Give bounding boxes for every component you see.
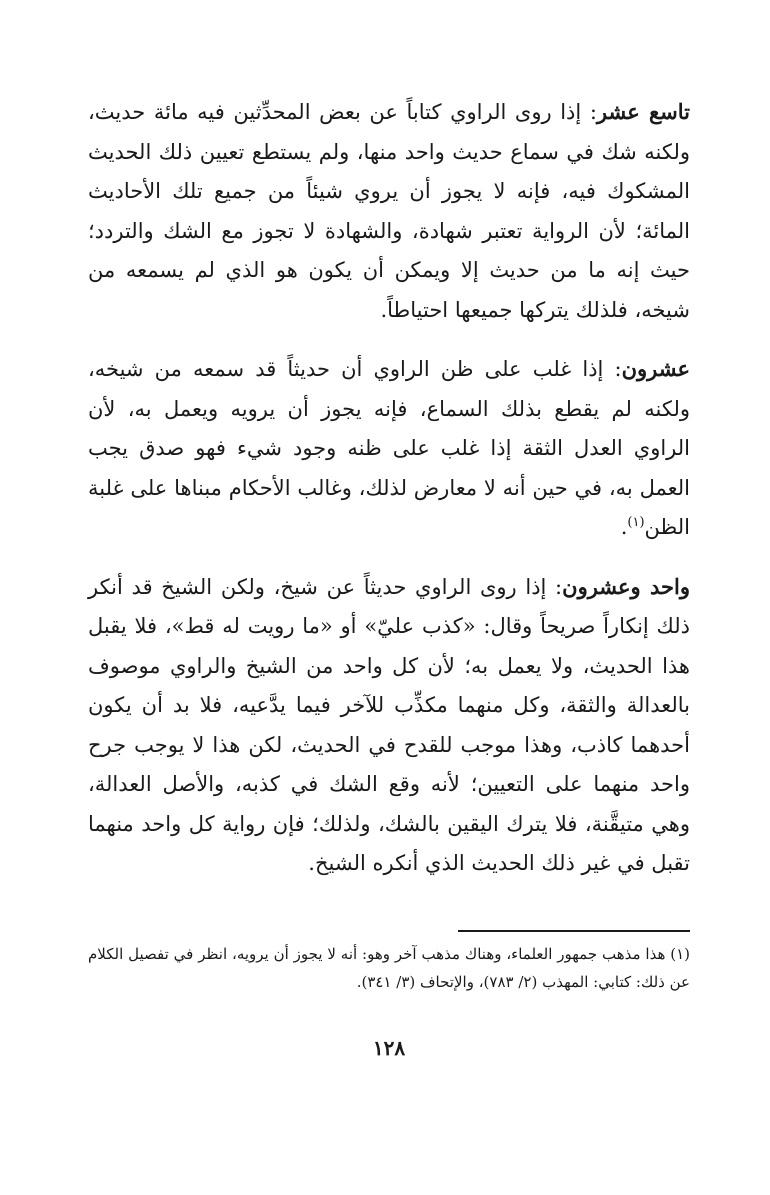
footnote-text: (١) هذا مذهب جمهور العلماء، وهناك مذهب آخر وهو: أنه لا يجوز أن يرويه، انظر في تفصيل الكلام عن ذلك: كتابي: المهذب (٢/ ٧٨٣)، والإتحاف (٣/ ٣٤١). xyxy=(88,945,690,991)
page-number: ١٢٨ xyxy=(372,1036,406,1060)
paragraph-term: عشرون xyxy=(621,356,690,381)
paragraph-text: : إذا روى الراوي كتاباً عن بعض المحدِّثين فيه مائة حديث، ولكنه شك في سماع حديث واحد منها، ولم يستطع تعيين ذلك الحديث المشكوك فيه، فإنه لا يجوز أن يروي شيئاً من جميع تلك الأحاديث المائة؛ لأن الرواية تعتبر شهادة، والشهادة لا تجوز مع الشك والتردد؛ حيث إنه ما من حديث إلا ويمكن أن يكون هو الذي لم يسمعه من شيخه، فلذلك يتركها جميعها احتياطاً. xyxy=(88,100,690,322)
paragraph-tail: . xyxy=(620,515,628,539)
footnote-divider xyxy=(458,930,690,932)
paragraph-21 xyxy=(88,567,690,884)
page-body xyxy=(88,92,690,1060)
paragraph-19 xyxy=(88,92,690,330)
paragraph-term: واحد وعشرون xyxy=(562,573,690,599)
footnote-reference[interactable]: (١) xyxy=(627,515,645,530)
paragraph-text: : إذا غلب على ظن الراوي أن حديثاً قد سمعه من شيخه، ولكنه لم يقطع بذلك السماع، فإنه يجوز أن يرويه ويعمل به، لأن الراوي العدل الثقة إذا غلب على ظنه وجود شيء فهو صدق يجب العمل به، في حين أنه لا معارض لذلك، وغالب الأحكام مبناها على غلبة الظن xyxy=(88,357,690,539)
footnotes xyxy=(88,940,690,996)
paragraph-term: تاسع عشر xyxy=(596,99,690,124)
paragraph-20 xyxy=(88,349,690,548)
paragraph-text: : إذا روى الراوي حديثاً عن شيخ، ولكن الشيخ قد أنكر ذلك إنكاراً صريحاً وقال: «كذب عليّ» أو «ما رويت له قط»، فلا يقبل هذا الحديث، ولا يعمل به؛ لأن كل واحد من الشيخ والراوي موصوف بالعدالة والثقة، وكل منهما مكذِّب للآخر فيما يدَّعيه، فلا بد أن يكون أحدهما كاذب، وهذا موجب للقدح في الحديث، لكن هذا لا يوجب جرح واحد منهما على التعيين؛ لأنه وقع الشك في كذبه، والأصل العدالة، وهي متيقَّنة، فلا يترك اليقين بالشك، ولذلك؛ فإن رواية كل واحد منهما تقبل في غير ذلك الحديث الذي أنكره الشيخ. xyxy=(88,574,690,875)
footnote-1 xyxy=(88,940,690,996)
